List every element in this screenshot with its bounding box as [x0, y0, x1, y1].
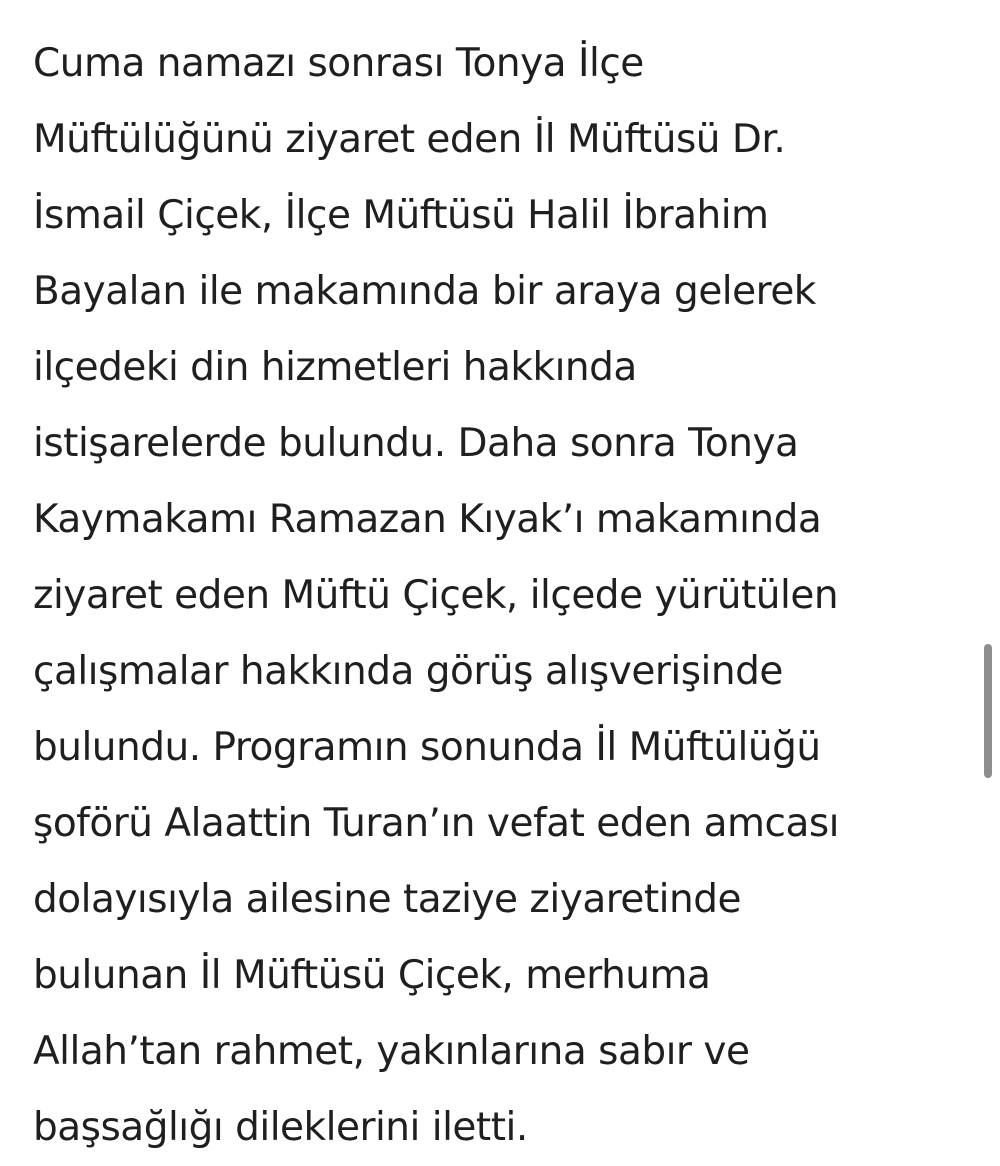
vertical-scrollbar-thumb[interactable]	[984, 644, 992, 778]
article-line: bulunan İl Müftüsü Çiçek, merhuma	[33, 953, 711, 998]
article-line: ilçedeki din hizmetleri hakkında	[33, 345, 637, 390]
article-line: şoförü Alaattin Turan’ın vefat eden amcası	[33, 801, 840, 846]
article-line: başsağlığı dileklerini iletti.	[33, 1105, 528, 1150]
article-line: Cuma namazı sonrası Tonya İlçe	[33, 41, 644, 86]
article-line: Müftülüğünü ziyaret eden İl Müftüsü Dr.	[33, 117, 786, 162]
article-line: istişarelerde bulundu. Daha sonra Tonya	[33, 421, 799, 466]
article-line: Bayalan ile makamında bir araya gelerek	[33, 269, 816, 314]
article-body	[33, 0, 973, 1166]
article-line: İsmail Çiçek, İlçe Müftüsü Halil İbrahim	[33, 193, 769, 238]
article-line: çalışmalar hakkında görüş alışverişinde	[33, 649, 783, 694]
article-line: Kaymakamı Ramazan Kıyak’ı makamında	[33, 497, 822, 542]
article-line: Allah’tan rahmet, yakınlarına sabır ve	[33, 1029, 750, 1074]
article-line: ziyaret eden Müftü Çiçek, ilçede yürütülen	[33, 573, 839, 618]
article-line: bulundu. Programın sonunda İl Müftülüğü	[33, 725, 821, 770]
article-line: dolayısıyla ailesine taziye ziyaretinde	[33, 877, 741, 922]
